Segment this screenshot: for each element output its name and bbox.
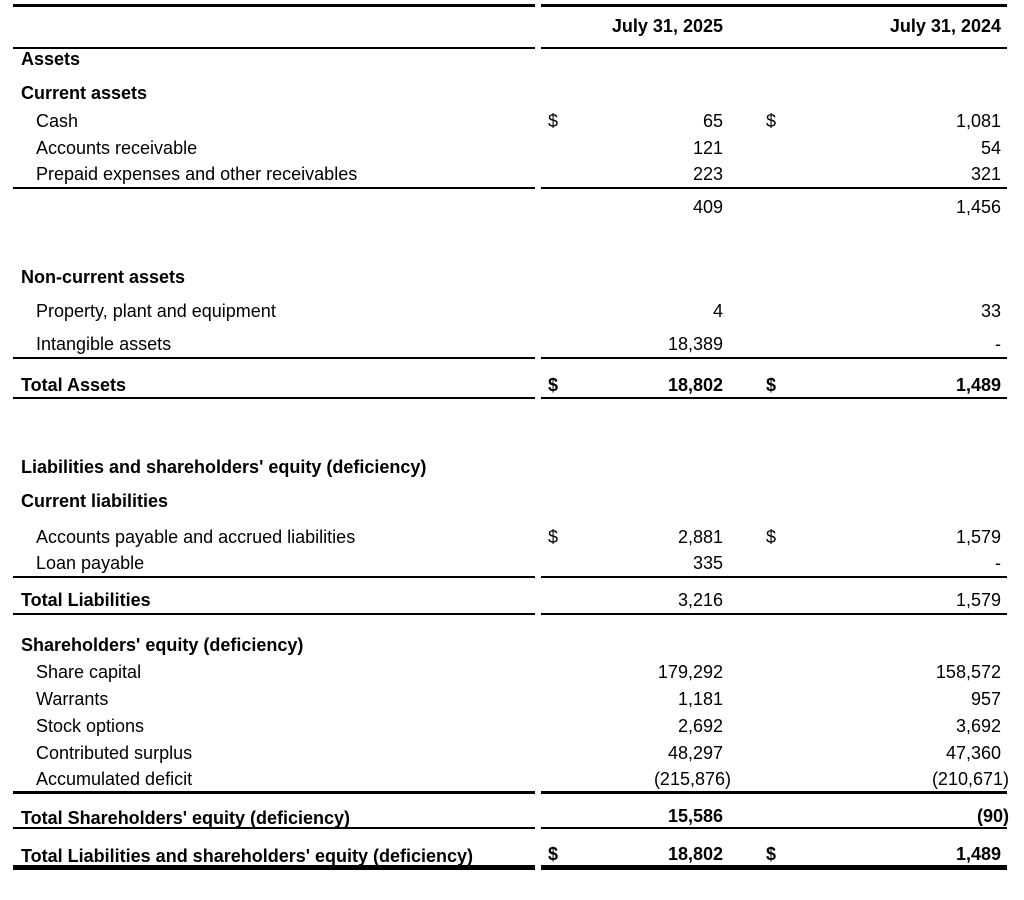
total-label: Total Assets	[13, 373, 535, 399]
row-label: Accounts payable and accrued liabilities	[36, 527, 356, 547]
balance-sheet	[13, 6, 1007, 870]
section-label: Current liabilities	[21, 491, 169, 511]
row-label: Cash	[36, 111, 79, 131]
dollar-sign: $	[548, 374, 559, 395]
dollar-sign: $	[548, 527, 559, 547]
value-2025: 1,181	[677, 689, 723, 709]
value-2024: 1,579	[955, 527, 1001, 547]
row-cash	[13, 108, 1007, 135]
row-label: Prepaid expenses and other receivables	[13, 162, 535, 189]
row-property-plant-equipment	[13, 298, 1007, 325]
header-dates	[541, 4, 1007, 49]
row-share-capital	[13, 659, 1007, 686]
value-2024: -	[995, 553, 1001, 573]
value-2025: 2,692	[677, 716, 723, 736]
row-current-assets-subtotal	[13, 194, 1007, 221]
section-non-current-assets	[13, 264, 1007, 291]
value-2025: 121	[692, 138, 723, 158]
value-2024: -	[995, 334, 1001, 354]
total-2024: 1,579	[955, 590, 1001, 610]
row-contributed-surplus	[13, 740, 1007, 767]
section-label: Non-current assets	[21, 267, 186, 287]
value-2024: 33	[980, 301, 1001, 321]
row-label: Loan payable	[13, 551, 535, 578]
value-2025: 4	[712, 301, 723, 321]
value-2024: (210,671)	[931, 768, 1009, 789]
total-2025: 18,802	[667, 844, 723, 864]
row-stock-options	[13, 713, 1007, 740]
dollar-sign: $	[766, 374, 777, 395]
column-header-2025: July 31, 2025	[611, 16, 723, 36]
row-label: Share capital	[36, 662, 142, 682]
total-label: Total Liabilities and shareholders' equity (deficiency)	[13, 844, 535, 870]
value-2025: 18,389	[667, 334, 723, 354]
row-label: Accumulated deficit	[13, 767, 535, 794]
dollar-sign: $	[548, 844, 559, 864]
total-label: Total Shareholders' equity (deficiency)	[13, 806, 535, 829]
row-label: Property, plant and equipment	[36, 301, 276, 321]
column-header-row	[13, 6, 1007, 46]
total-2024: 1,489	[955, 844, 1001, 864]
total-2025: 18,802	[667, 374, 723, 395]
value-2024: 158,572	[935, 662, 1001, 682]
value-2025: 2,881	[677, 527, 723, 547]
section-liabilities-equity	[13, 454, 1007, 481]
row-total-liabilities	[13, 588, 1007, 615]
total-2025: 15,586	[667, 806, 723, 826]
value-2024: 957	[970, 689, 1001, 709]
row-prepaid-expenses	[13, 162, 1007, 189]
row-accounts-payable	[13, 524, 1007, 551]
total-2024: 1,489	[955, 374, 1001, 395]
value-2024: 321	[970, 164, 1001, 184]
dollar-sign: $	[548, 111, 559, 131]
row-label: Intangible assets	[13, 332, 535, 359]
column-header-2024: July 31, 2024	[889, 16, 1001, 36]
dollar-sign: $	[766, 844, 777, 864]
row-total-shareholders-equity	[13, 806, 1007, 828]
value-2024: 54	[980, 138, 1001, 158]
row-label: Stock options	[36, 716, 145, 736]
row-total-assets	[13, 373, 1007, 399]
section-label: Assets	[21, 49, 81, 69]
total-label: Total Liabilities	[13, 588, 535, 615]
row-label: Contributed surplus	[36, 743, 193, 763]
value-2024: 47,360	[945, 743, 1001, 763]
row-accounts-receivable	[13, 135, 1007, 162]
subtotal-2025: 409	[692, 197, 723, 217]
dollar-sign: $	[766, 527, 777, 547]
value-2025: 179,292	[657, 662, 723, 682]
row-loan-payable	[13, 551, 1007, 578]
value-2024: 3,692	[955, 716, 1001, 736]
row-accumulated-deficit	[13, 767, 1007, 794]
value-2025: 48,297	[667, 743, 723, 763]
dollar-sign: $	[766, 111, 777, 131]
row-total-liabilities-and-equity	[13, 844, 1007, 870]
value-2025: 335	[692, 553, 723, 573]
header-label-spacer	[13, 4, 535, 49]
value-2025: 65	[702, 111, 723, 131]
section-current-assets	[13, 80, 1007, 107]
row-label: Warrants	[36, 689, 109, 709]
value-2025: 223	[692, 164, 723, 184]
section-shareholders-equity	[13, 632, 1007, 659]
section-label: Liabilities and shareholders' equity (deficiency)	[21, 457, 427, 477]
subtotal-2024: 1,456	[955, 197, 1001, 217]
section-current-liabilities	[13, 488, 1007, 515]
section-label: Shareholders' equity (deficiency)	[21, 635, 304, 655]
section-label: Current assets	[21, 83, 148, 103]
row-warrants	[13, 686, 1007, 713]
total-2025: 3,216	[677, 590, 723, 610]
row-label: Accounts receivable	[36, 138, 198, 158]
row-intangible-assets	[13, 332, 1007, 359]
value-2025: (215,876)	[653, 768, 731, 789]
value-2024: 1,081	[955, 111, 1001, 131]
section-assets	[13, 46, 1007, 73]
total-2024: (90)	[976, 806, 1009, 826]
